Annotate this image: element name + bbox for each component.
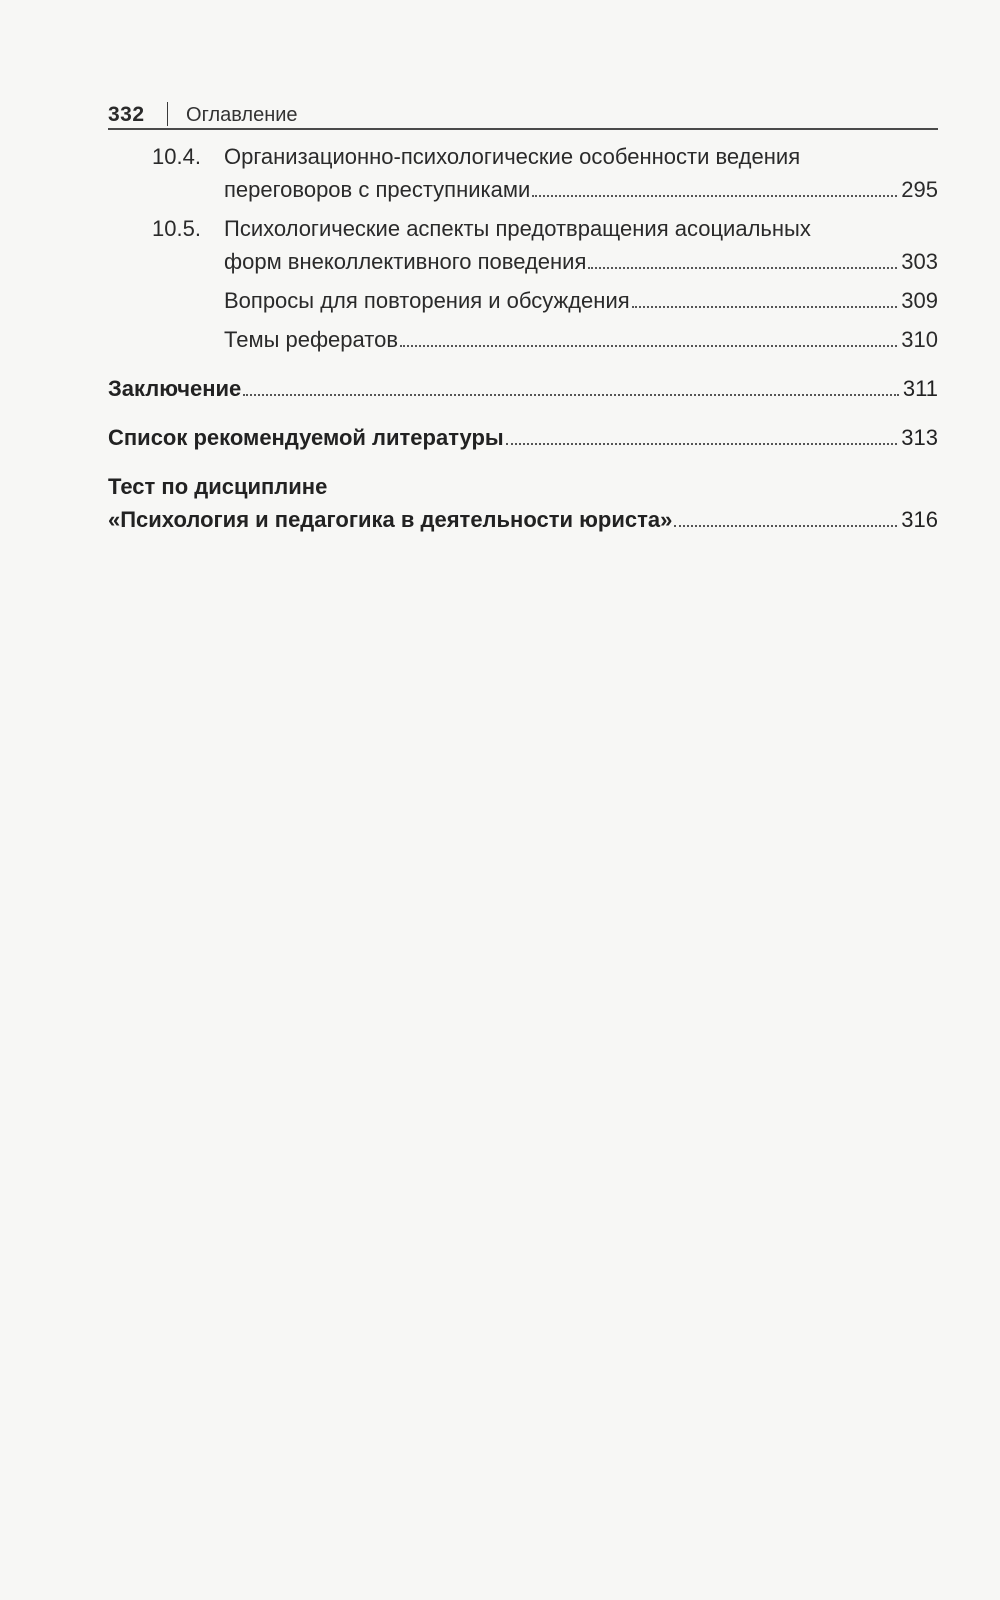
running-header [108, 92, 938, 128]
toc-page-number: 309 [901, 288, 938, 313]
toc-entry-10-5[interactable] [108, 212, 938, 278]
toc-entry-title-line: Психологические аспекты предотвращения асоциальных [224, 216, 811, 241]
header-separator [167, 102, 169, 126]
toc-entry-number: 10.5. [152, 216, 201, 241]
toc-entry-literature[interactable] [108, 421, 938, 454]
toc-entry-title-line: Вопросы для повторения и обсуждения [224, 288, 630, 313]
toc-entry-title-line: Заключение [108, 376, 242, 401]
header-rule [108, 128, 938, 130]
toc-entry-discipline-test[interactable] [108, 470, 938, 536]
toc-entry-title-line: форм внеколлективного поведения [224, 249, 587, 274]
toc-entry-title-line: переговоров с преступниками [224, 177, 531, 202]
page-number: 332 [108, 103, 145, 126]
toc-entry-essay-topics[interactable] [108, 323, 938, 356]
toc-page-number: 313 [901, 425, 938, 450]
toc-entry-title-line: Тест по дисциплине [108, 474, 328, 499]
toc-page-number: 303 [901, 249, 938, 274]
dot-leader [400, 345, 897, 347]
toc-entry-title-line: Организационно-психологические особенности ведения [224, 144, 801, 169]
dot-leader [632, 306, 898, 308]
toc-entry-conclusion[interactable] [108, 372, 938, 405]
toc-entry-title-line: Список рекомендуемой литературы [108, 425, 504, 450]
toc-entry-10-4[interactable] [108, 140, 938, 206]
table-of-contents [108, 140, 938, 536]
toc-page-number: 311 [902, 376, 938, 401]
toc-page-number: 316 [901, 507, 938, 532]
toc-entry-number: 10.4. [152, 144, 201, 169]
header-section-title: Оглавление [186, 104, 298, 126]
toc-page-number: 310 [901, 327, 938, 352]
dot-leader [243, 394, 899, 396]
dot-leader [588, 267, 897, 269]
toc-entry-review-questions[interactable] [108, 284, 938, 317]
toc-page-number: 295 [901, 177, 938, 202]
dot-leader [532, 195, 897, 197]
dot-leader [506, 443, 898, 445]
dot-leader [674, 525, 897, 527]
toc-entry-title-line: «Психология и педагогика в деятельности юриста» [108, 507, 673, 532]
toc-entry-title-line: Темы рефератов [224, 327, 399, 352]
